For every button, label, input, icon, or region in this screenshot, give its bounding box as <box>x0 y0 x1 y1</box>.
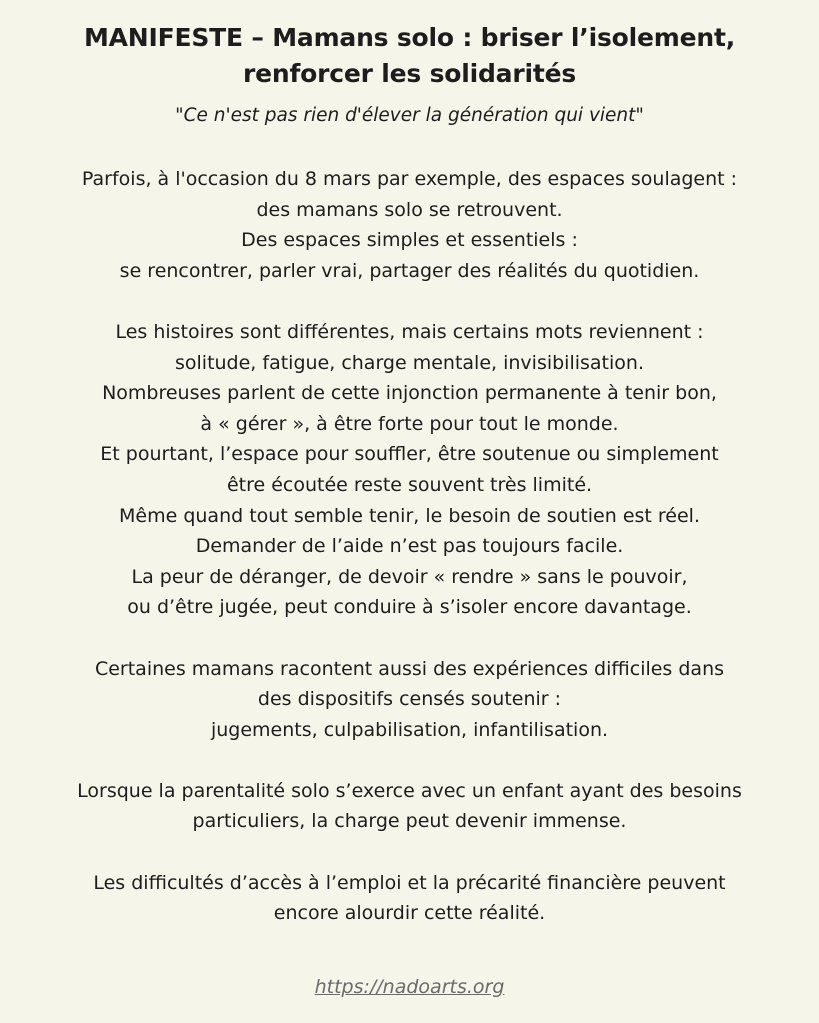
text-line: Demander de l’aide n’est pas toujours facile. <box>195 535 624 558</box>
page-title <box>30 20 790 92</box>
text-line: Et pourtant, l’espace pour souffler, être soutenue ou simplement <box>100 443 719 466</box>
paragraph-4 <box>10 776 810 837</box>
text-line: Des espaces simples et essentiels : <box>241 229 578 252</box>
paragraph-3 <box>10 654 810 746</box>
paragraph-2 <box>10 317 810 623</box>
text-line: encore alourdir cette réalité. <box>273 902 546 925</box>
text-line: Certaines mamans racontent aussi des expériences difficiles dans <box>94 657 725 680</box>
text-line: Lorsque la parentalité solo s’exerce avec un enfant ayant des besoins <box>77 779 742 802</box>
paragraph-5 <box>10 868 810 929</box>
text-line: Même quand tout semble tenir, le besoin de soutien est réel. <box>119 504 700 527</box>
text-line: à « gérer », à être forte pour tout le monde. <box>200 412 619 435</box>
text-line: jugements, culpabilisation, infantilisation. <box>210 718 609 741</box>
website-link[interactable]: https://nadoarts.org <box>314 976 505 998</box>
text-line: particuliers, la charge peut devenir immense. <box>192 810 627 833</box>
paragraph-1 <box>10 164 810 286</box>
text-line: Nombreuses parlent de cette injonction permanente à tenir bon, <box>102 382 717 405</box>
text-line: des mamans solo se retrouvent. <box>256 198 563 221</box>
title-line-2: renforcer les solidarités <box>242 59 577 88</box>
text-line: ou d’être jugée, peut conduire à s’isoler encore davantage. <box>127 596 692 619</box>
text-line: solitude, fatigue, charge mentale, invisibilisation. <box>174 351 644 374</box>
text-line: se rencontrer, parler vrai, partager des réalités du quotidien. <box>119 259 700 282</box>
title-line-1: MANIFESTE – Mamans solo : briser l’isolement, <box>83 23 736 52</box>
quote: "Ce n'est pas rien d'élever la génération qui vient" <box>175 105 644 126</box>
text-line: des dispositifs censés soutenir : <box>257 688 562 711</box>
text-line: être écoutée reste souvent très limité. <box>226 473 593 496</box>
text-line: Les difficultés d’accès à l’emploi et la précarité financière peuvent <box>93 871 726 894</box>
text-line: La peur de déranger, de devoir « rendre » sans le pouvoir, <box>131 565 688 588</box>
text-line: Parfois, à l'occasion du 8 mars par exemple, des espaces soulagent : <box>81 168 738 190</box>
text-line: Les histoires sont différentes, mais certains mots reviennent : <box>115 320 704 343</box>
